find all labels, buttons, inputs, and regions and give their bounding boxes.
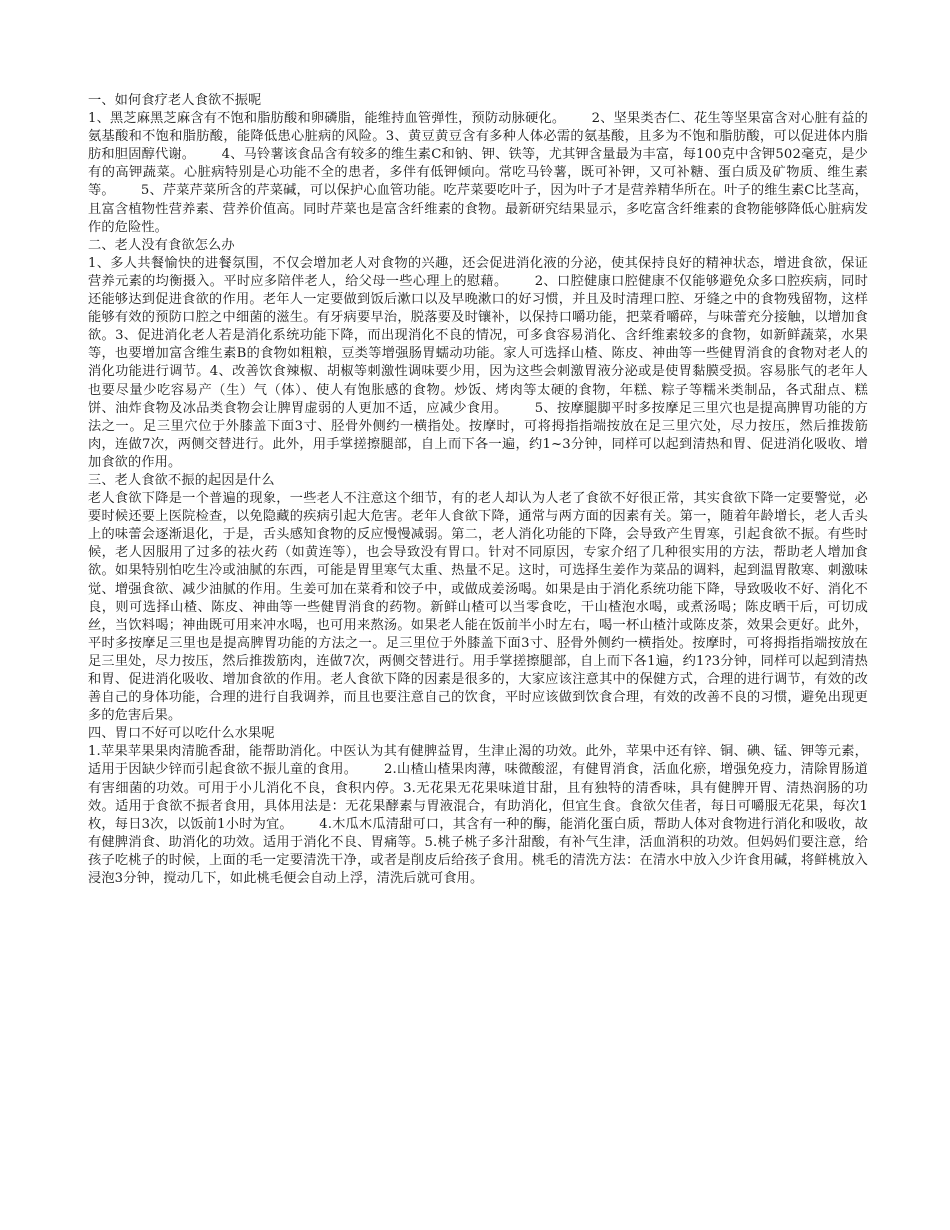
section-heading-1: 一、如何食疗老人食欲不振呢: [88, 93, 262, 108]
document-page: [88, 92, 868, 888]
section-heading-3: 三、老人食欲不振的起因是什么: [88, 472, 275, 488]
section-body-2: 1、多人共餐愉快的进餐氛围，不仅会增加老人对食物的兴趣，还会促进消化液的分泌，使其保持良好的精神状态，增进食欲，保证营养元素的均衡摄入。平时应多陪伴老人，给父母一些心理上的慰藉。 2、口腔健康口腔健康不仅能够避免众多口腔疾病，同时还能够达到促进食欲的作用。老年人一定要做到饭后漱口以及早晚漱口的好习惯，并且及时清理口腔、牙缝之中的食物残留物，这样能够有效的预防口腔之中细菌的滋生。有牙病要早治，脱落要及时镶补，以保持口嚼功能，把菜肴嚼碎，与味蕾充分接触，以增加食欲。3、促进消化老人若是消化系统功能下降，而出现消化不良的情况，可多食容易消化、含纤维素较多的食物，如新鲜蔬菜，水果等，也要增加富含维生素B的食物如粗粮，豆类等增强肠胃蠕动功能。家人可选择山楂、陈皮、神曲等一些健胃消食的食物对老人的消化功能进行调节。4、改善饮食辣椒、胡椒等刺激性调味要少用，因为这些会刺激胃液分泌或是使胃黏膜受损。容易胀气的老年人也要尽量少吃容易产（生）气（体）、使人有饱胀感的食物。炒饭、烤肉等太硬的食物，年糕、粽子等糯米类制品，各式甜点、糕饼、油炸食物及冰品类食物会让脾胃虚弱的人更加不适，应减少食用。 5、按摩腿脚平时多按摩足三里穴也是提高脾胃功能的方法之一。足三里穴位于外膝盖下面3寸、胫骨外侧约一横指处。按摩时，可将拇指指端按放在足三里穴处，尽力按压，然后推拨筋肉，连做7次，两侧交替进行。此外，用手掌搓擦腿部，自上而下各一遍，约1~3分钟，同样可以起到清热和胃、促进消化吸收、增加食欲的作用。: [88, 255, 868, 470]
section-body-4: 1.苹果苹果果肉清脆香甜，能帮助消化。中医认为其有健脾益胃，生津止渴的功效。此外，苹果中还有锌、铜、碘、锰、钾等元素，适用于因缺少锌而引起食欲不振儿童的食用。 2.山楂山楂果肉薄，味微酸涩，有健胃消食，活血化瘀，增强免疫力，清除胃肠道有害细菌的功效。可用于小儿消化不良，食积内停。3.无花果无花果味道甘甜，且有独特的清香味，具有健脾开胃、清热润肠的功效。适用于食欲不振者食用，具体用法是：无花果酵素与胃液混合，有助消化，但宜生食。食欲欠佳者，每日可嚼服无花果，每次1枚，每日3次，以饭前1小时为宜。 4.木瓜木瓜清甜可口，其含有一种的酶，能消化蛋白质，帮助人体对食物进行消化和吸收，故有健脾消食、助消化的功效。适用于消化不良、胃痛等。5.桃子桃子多汁甜酸，有补气生津，活血消积的功效。但妈妈们要注意，给孩子吃桃子的时候，上面的毛一定要清洗干净，或者是削皮后给孩子食用。桃毛的清洗方法：在清水中放入少许食用碱，将鲜桃放入浸泡3分钟，搅动几下，如此桃毛便会自动上浮，清洗后就可食用。: [88, 744, 868, 887]
section-heading-4: 四、胃口不好可以吃什么水果呢: [88, 726, 275, 742]
section-body-3: 老人食欲下降是一个普遍的现象，一些老人不注意这个细节，有的老人却认为人老了食欲不好很正常，其实食欲下降一定要警觉，必要时候还要上医院检查，以免隐藏的疾病引起大危害。老年人食欲下降，通常与两方面的因素有关。第一，随着年龄增长，老人舌头上的味蕾会逐渐退化，于是，舌头感知食物的反应慢慢减弱。第二，老人消化功能的下降，会导致产生胃寒，引起食欲不振。有些时候，老人因服用了过多的祛火药（如黄连等），也会导致没有胃口。针对不同原因，专家介绍了几种很实用的方法，帮助老人增加食欲。如果特别怕吃生冷或油腻的东西，可能是胃里寒气太重、热量不足。这时，可选择生姜作为菜品的调料，起到温胃散寒、刺激味觉、增强食欲、减少油腻的作用。生姜可加在菜肴和饺子中，或做成姜汤喝。如果是由于消化系统功能下降，导致吸收不好、消化不良，则可选择山楂、陈皮、神曲等一些健胃消食的药物。新鲜山楂可以当零食吃，干山楂泡水喝，或煮汤喝；陈皮晒干后，可切成丝，当饮料喝；神曲既可用来冲水喝，也可用来熬汤。如果老人能在饭前半小时左右，喝一杯山楂汁或陈皮茶，效果会更好。此外，平时多按摩足三里也是提高脾胃功能的方法之一。足三里位于外膝盖下面3寸、胫骨外侧约一横指处。按摩时，可将拇指指端按放在足三里处，尽力按压，然后推拨筋肉，连做7次，两侧交替进行。用手掌搓擦腿部，自上而下各1遍，约1?3分钟，同样可以起到清热和胃、促进消化吸收、增加食欲的作用。老人食欲下降的因素是很多的，大家应该注意其中的保健方式，合理的进行调节，有效的改善自己的身体功能，合理的进行自我调养，而且也要注意自己的饮食，平时应该做到饮食合理，有效的改善不良的习惯，避免出现更多的危害后果。: [88, 491, 868, 724]
section-body-1: 1、黑芝麻黑芝麻含有不饱和脂肪酸和卵磷脂，能维持血管弹性，预防动脉硬化。 2、坚果类杏仁、花生等坚果富含对心脏有益的氨基酸和不饱和脂肪酸，能降低患心脏病的风险。3、黄豆黄豆含有多种人体必需的氨基酸，且多为不饱和脂肪酸，可以促进体内脂肪和胆固醇代谢。 4、马铃薯该食品含有较多的维生素C和钠、钾、铁等，尤其钾含量最为丰富，每100克中含钾502毫克，是少有的高钾蔬菜。心脏病特别是心功能不全的患者，多伴有低钾倾向。常吃马铃薯，既可补钾，又可补糖、蛋白质及矿物质、维生素等。 5、芹菜芹菜所含的芹菜碱，可以保护心血管功能。吃芹菜要吃叶子，因为叶子才是营养精华所在。叶子的维生素C比茎高，且富含植物性营养素、营养价值高。同时芹菜也是富含纤维素的食物。最新研究结果显示，多吃富含纤维素的食物能够降低心脏病发作的危险性。: [88, 111, 868, 235]
section-heading-2: 二、老人没有食欲怎么办: [88, 237, 235, 253]
